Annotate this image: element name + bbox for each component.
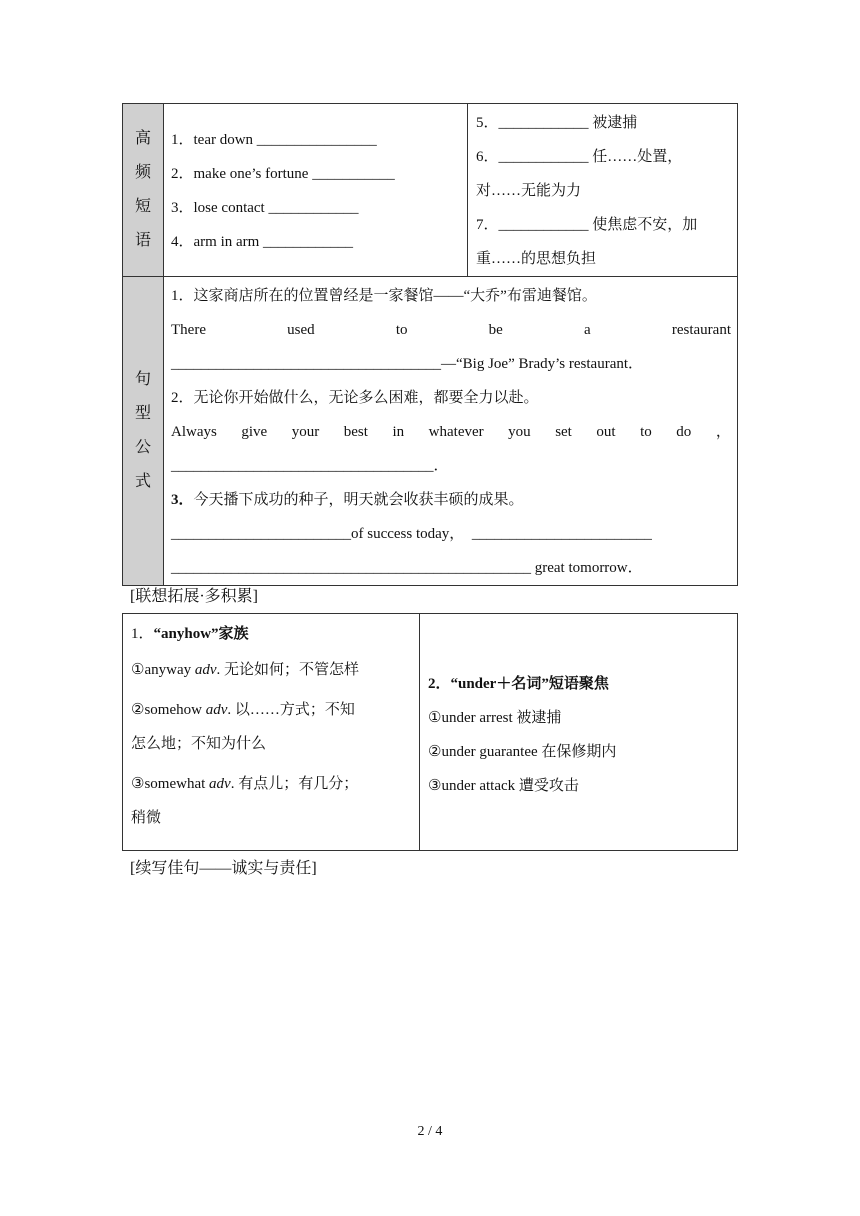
anyhow-family-cell	[123, 614, 420, 851]
list-item-continued: 稍微	[131, 810, 162, 826]
phrase-item: 6．____________ 任……处置，	[476, 149, 683, 165]
phrases-right-cell	[468, 104, 738, 277]
sentence-3-line-1: ________________________of success today， ________________________	[171, 526, 652, 542]
phrase-item: 2．make one’s fortune ___________	[171, 166, 395, 182]
list-item: ②under guarantee 在保修期内	[428, 744, 617, 760]
phrase-item: 1．tear down ________________	[171, 132, 377, 148]
phrase-item: 3．lose contact ____________	[171, 200, 359, 216]
list-item: ③somewhat adv. 有点儿；有几分；	[131, 776, 359, 792]
list-item-continued: 怎么地；不知为什么	[131, 736, 267, 752]
sentence-patterns-cell	[164, 277, 738, 586]
under-phrases-cell	[420, 614, 738, 851]
sentence-1-line-1: There used to be a restaurant	[171, 322, 731, 338]
sentence-1-line-2: ____________________________________—“Big Joe” Brady’s restaurant．	[171, 356, 644, 372]
sentence-2-line-1: Always give your best in whatever you set out to do ，	[171, 424, 731, 440]
list-item: ①under arrest 被逮捕	[428, 710, 562, 726]
section-heading-continuation: [续写佳句——诚实与责任]	[130, 860, 317, 877]
list-item: ①anyway adv. 无论如何；不管怎样	[131, 662, 360, 678]
sentence-patterns-label: 句 型 公 式	[123, 277, 164, 586]
sentence-2-chinese: 2．无论你开始做什么，无论多么困难，都要全力以赴。	[171, 390, 539, 406]
anyhow-title: 1．“anyhow”家族	[131, 626, 249, 642]
vocab-sentence-table	[122, 103, 738, 586]
section-heading-association: [联想拓展·多积累]	[130, 588, 258, 605]
phrase-item: 对……无能为力	[476, 183, 582, 199]
list-item: ③under attack 遭受攻击	[428, 778, 579, 794]
phrase-item: 7．____________ 使焦虑不安，加	[476, 217, 698, 233]
under-title: 2．“under＋名词”短语聚焦	[428, 676, 609, 692]
expansion-table	[122, 613, 738, 851]
phrases-left-cell	[164, 104, 468, 277]
phrase-item: 4．arm in arm ____________	[171, 234, 354, 250]
sentence-3-line-2: ________________________________________________ great tomorrow．	[171, 560, 643, 576]
list-item: ②somehow adv. 以……方式；不知	[131, 702, 355, 718]
phrase-item: 重……的思想负担	[476, 251, 597, 267]
phrase-item: 5．____________ 被逮捕	[476, 115, 638, 131]
sentence-3-chinese: 3．今天播下成功的种子，明天就会收获丰硕的成果。	[171, 492, 524, 508]
high-frequency-phrases-label: 高 频 短 语	[123, 104, 164, 277]
sentence-2-line-2: ___________________________________．	[171, 458, 449, 474]
page-number: 2 / 4	[417, 1124, 443, 1139]
sentence-1-chinese: 1．这家商店所在的位置曾经是一家餐馆——“大乔”布雷迪餐馆。	[171, 288, 597, 304]
